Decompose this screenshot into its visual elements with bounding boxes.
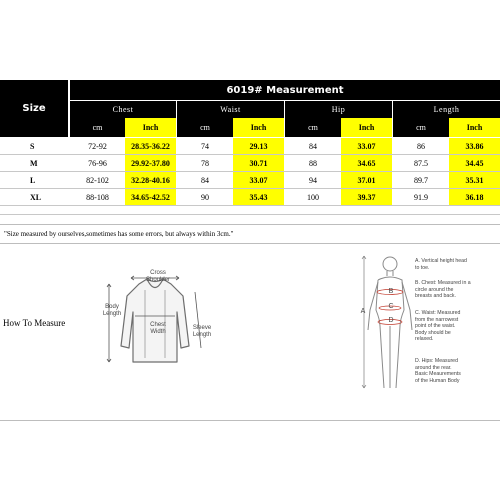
table-cell: 74 <box>201 141 209 151</box>
table-cell: 100 <box>307 192 319 202</box>
subhead-hip-cm: cm <box>285 118 341 137</box>
subhead-length-inch: Inch <box>449 118 500 137</box>
table-cell: 33.86 <box>449 138 500 154</box>
table-cell: 30.71 <box>233 155 284 171</box>
subhead-waist-cm: cm <box>177 118 233 137</box>
table-cell: 33.07 <box>341 138 392 154</box>
table-cell: 91.9 <box>414 192 428 202</box>
legend-b: B. Chest: Measured in a circle around the breasts and back. <box>415 280 471 299</box>
body-letter-b: B <box>388 288 394 295</box>
table-cell: 88 <box>309 158 317 168</box>
table-cell: 37.01 <box>341 172 392 188</box>
table-cell: 29.13 <box>233 138 284 154</box>
table-cell: 84 <box>201 175 209 185</box>
subhead-length-cm: cm <box>393 118 449 137</box>
table-cell: 34.45 <box>449 155 500 171</box>
table-cell: 35.43 <box>233 189 284 205</box>
measurement-title: 6019# Measurement <box>70 80 500 100</box>
table-cell: 32.28-40.16 <box>125 172 176 188</box>
table-cell: 88-108 <box>86 192 109 202</box>
size-label: M <box>30 158 38 168</box>
subhead-waist-inch: Inch <box>233 118 284 137</box>
size-label: XL <box>30 192 42 202</box>
table-cell: 35.31 <box>449 172 500 188</box>
table-cell: 89.7 <box>414 175 428 185</box>
body-letter-c: C <box>388 303 394 310</box>
measurement-note: "Size measured by ourselves,sometimes has some errors, but always within 3cm." <box>0 224 500 244</box>
group-waist: Waist <box>177 101 284 118</box>
table-cell: 82-102 <box>86 175 109 185</box>
body-letter-d: D <box>388 317 394 324</box>
legend-c: C. Waist: Measured from the narrowest point of the waist. Body should be relaxed. <box>415 310 461 342</box>
table-cell: 90 <box>201 192 209 202</box>
table-cell: 28.35-36.22 <box>125 138 176 154</box>
table-cell: 86 <box>417 141 425 151</box>
subhead-chest-cm: cm <box>70 118 125 137</box>
table-cell: 78 <box>201 158 209 168</box>
table-cell: 39.37 <box>341 189 392 205</box>
table-cell: 87.5 <box>414 158 428 168</box>
group-length: Length <box>393 101 500 118</box>
group-chest: Chest <box>70 101 176 118</box>
size-label: L <box>30 175 36 185</box>
table-cell: 34.65 <box>341 155 392 171</box>
table-cell: 36.18 <box>449 189 500 205</box>
group-hip: Hip <box>285 101 392 118</box>
legend-d: D. Hips: Measured around the rear. Basic Meaurements of the Human Body <box>415 358 461 384</box>
legend-a: A. Vertical height head to toe. <box>415 258 467 271</box>
table-cell: 29.92-37.80 <box>125 155 176 171</box>
chest-width-label: Chest Width <box>150 322 166 335</box>
table-cell: 72-92 <box>88 141 107 151</box>
how-to-measure-label: How To Measure <box>3 318 66 328</box>
table-cell: 33.07 <box>233 172 284 188</box>
body-letter-a: A <box>360 308 366 315</box>
table-cell: 94 <box>309 175 317 185</box>
table-cell: 34.65-42.52 <box>125 189 176 205</box>
table-cell: 84 <box>309 141 317 151</box>
cross-shoulder-label: Cross Shoulder <box>145 270 171 283</box>
subhead-hip-inch: Inch <box>341 118 392 137</box>
subhead-chest-inch: Inch <box>125 118 176 137</box>
sleeve-length-label: Sleeve Length <box>192 325 212 338</box>
size-label: S <box>30 141 35 151</box>
body-length-label: Body Length <box>102 304 122 317</box>
size-header: Size <box>0 80 68 137</box>
table-cell: 76-96 <box>88 158 107 168</box>
